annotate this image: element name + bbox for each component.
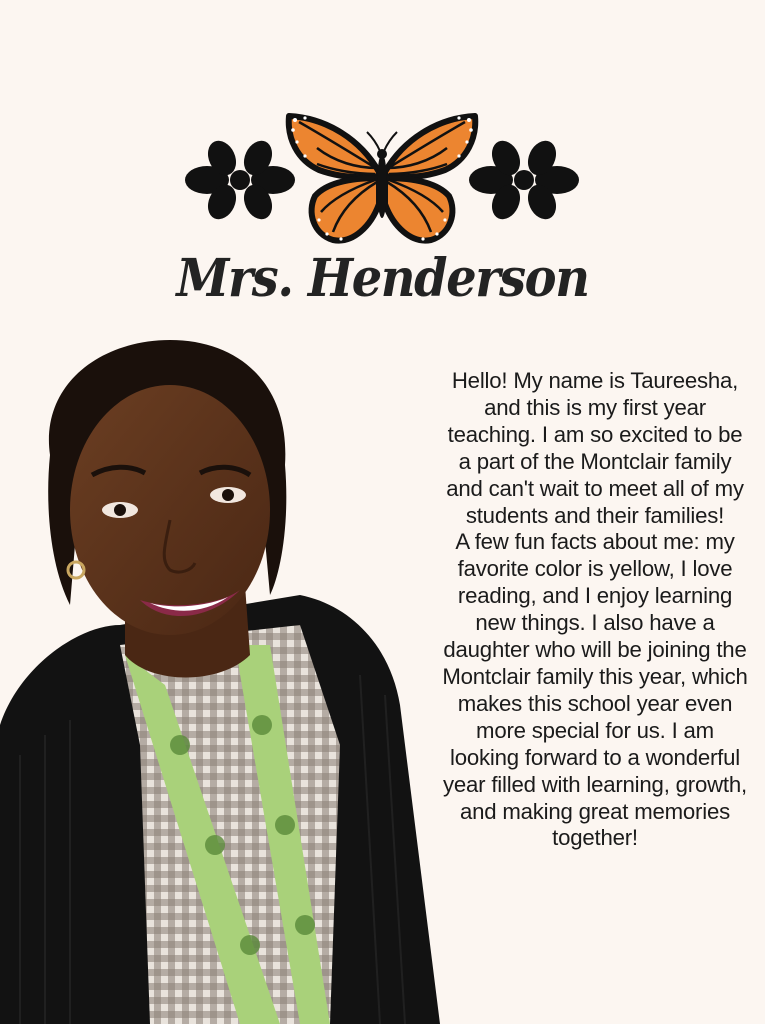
bio-fun-facts: A few fun facts about me: my favorite color is yellow, I love reading, and I enjoy learning new things. I also have a daughter who will be joining the Montclair family this year, which makes this school year even more special for us. I am looking forward to a wonderful year filled with learning, growth, and making great memories together! <box>442 529 748 851</box>
teacher-photo <box>0 325 440 1024</box>
butterfly-icon <box>283 108 481 248</box>
bio-text <box>442 368 748 852</box>
flower-icon <box>469 140 579 220</box>
page-title: Mrs. Henderson <box>176 248 589 309</box>
header-emblem <box>185 108 580 248</box>
bio-intro: Hello! My name is Taureesha, and this is my first year teaching. I am so excited to be a part of the Montclair family and can't wait to meet all of my students and their families! <box>446 368 744 528</box>
flower-icon <box>185 140 295 220</box>
